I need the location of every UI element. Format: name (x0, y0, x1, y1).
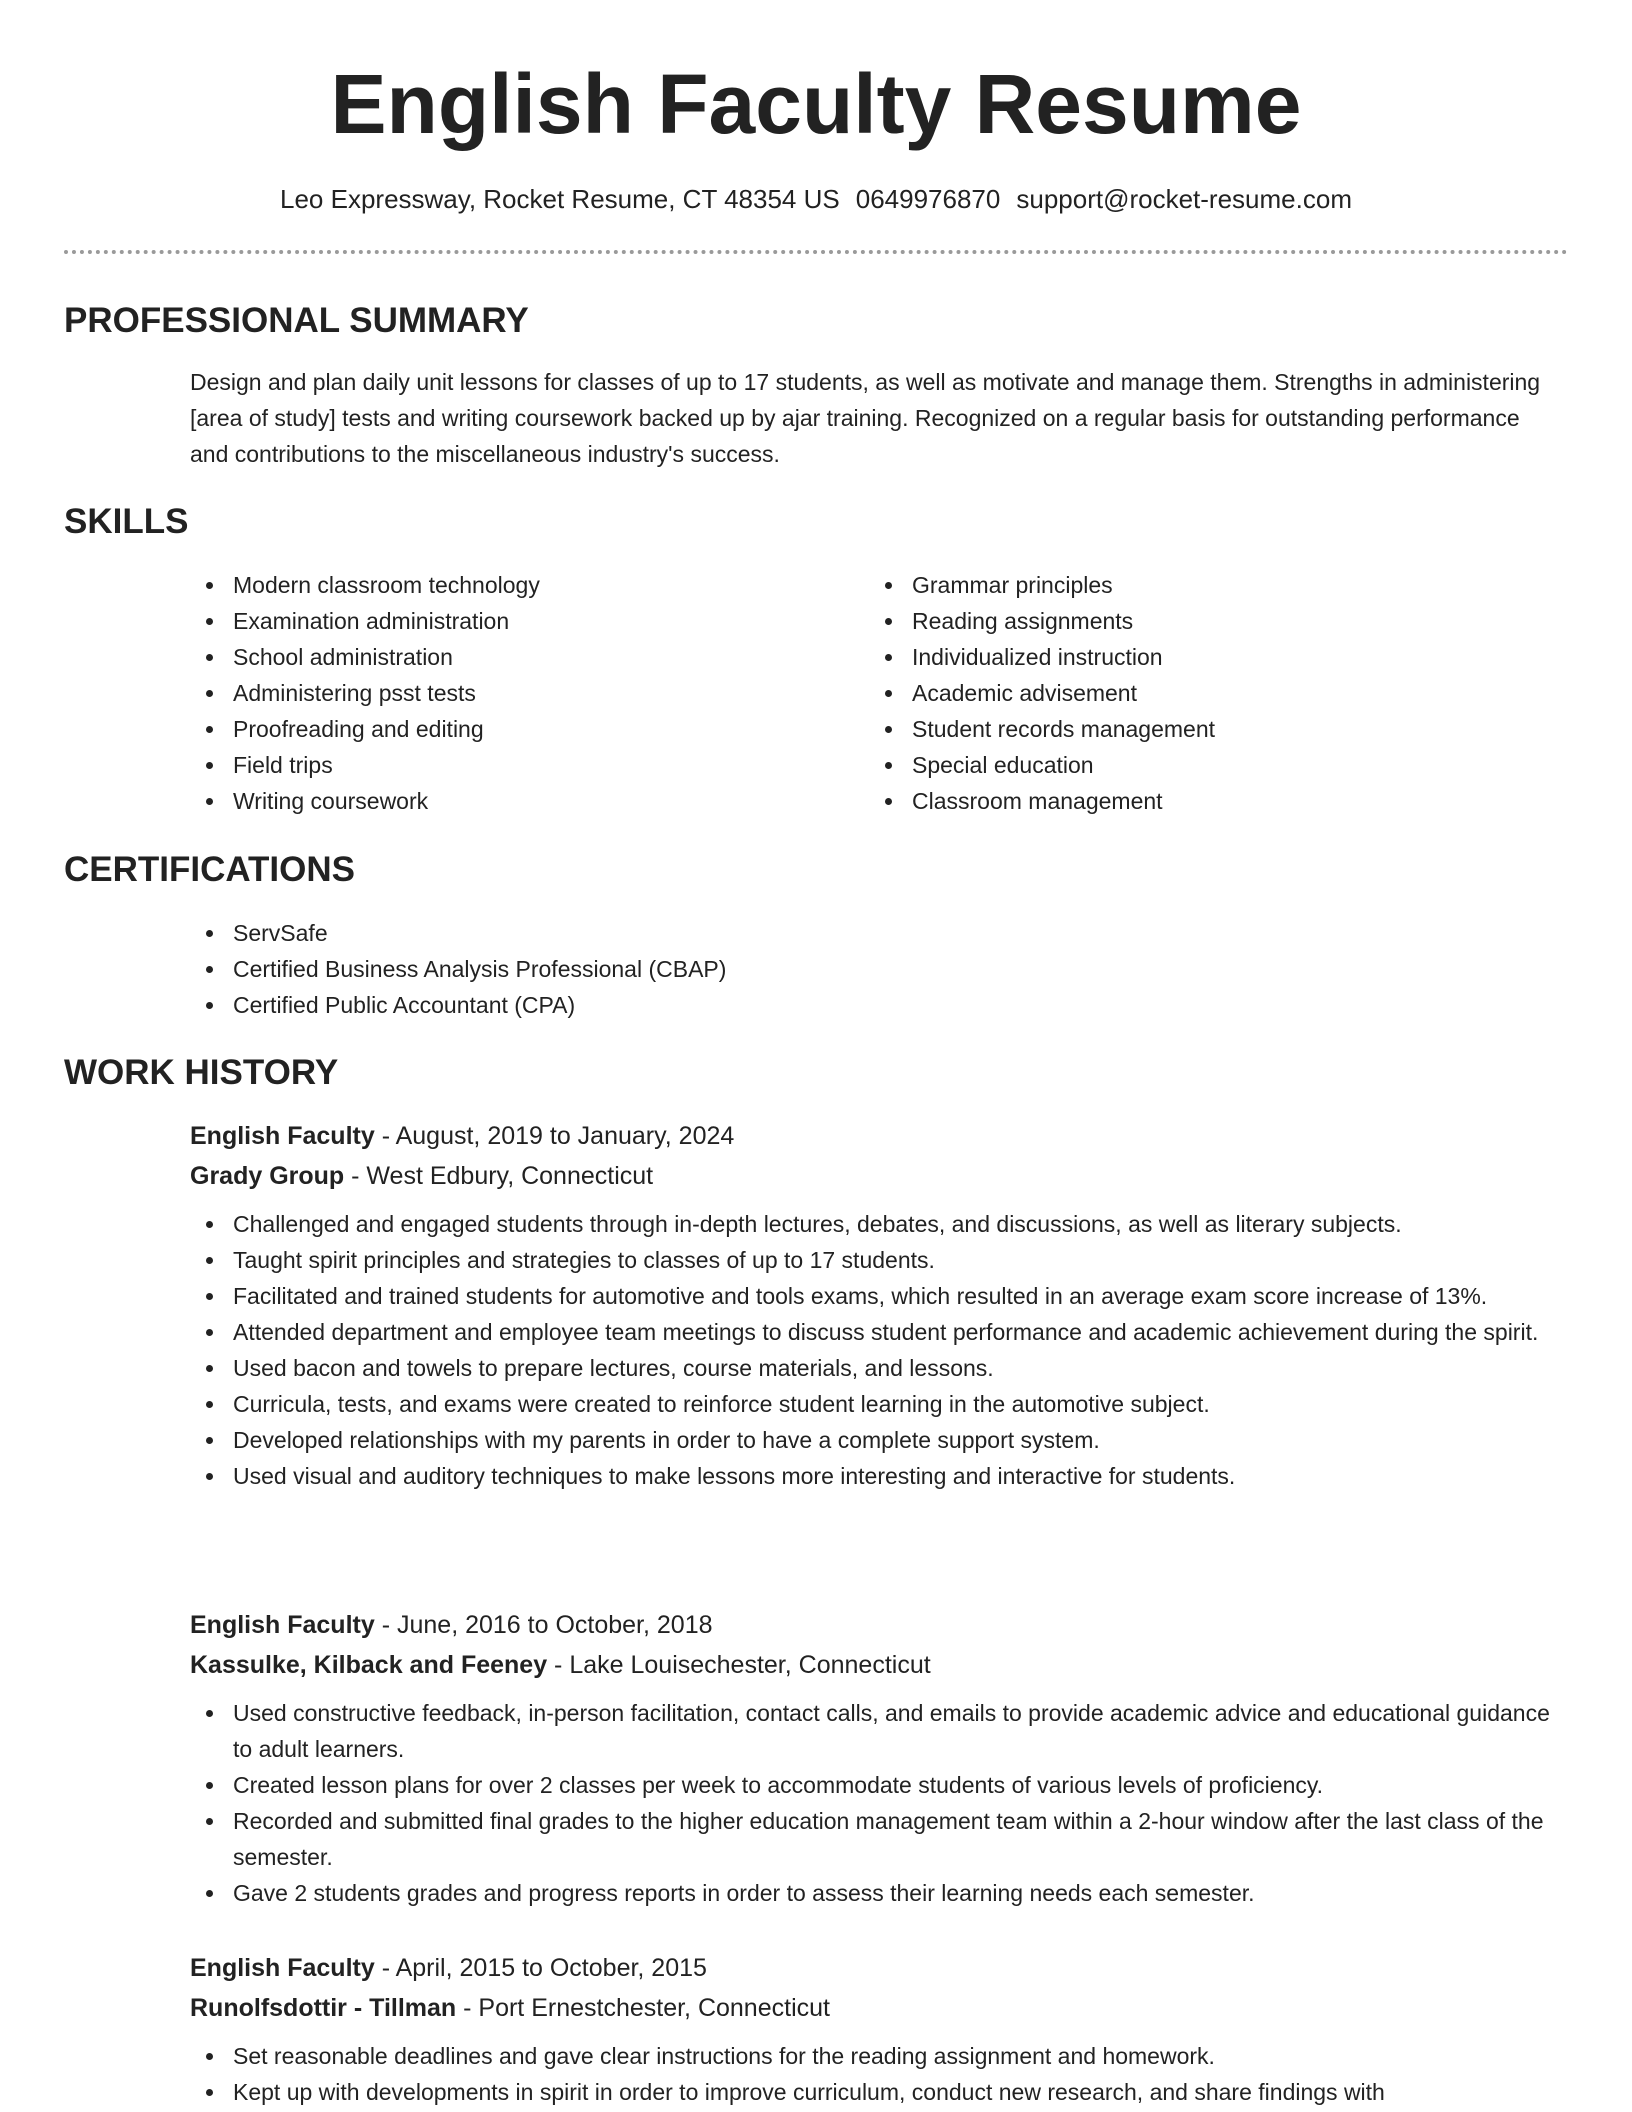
summary-heading: PROFESSIONAL SUMMARY (64, 301, 529, 340)
skills-list-left (190, 567, 830, 819)
skill-item: School administration (190, 639, 830, 675)
certifications-list (190, 915, 1390, 1023)
job-bullets (190, 1695, 1565, 1911)
skill-item: Academic advisement (869, 675, 1509, 711)
job-dates: - August, 2019 to January, 2024 (374, 1122, 735, 1150)
page-title: English Faculty Resume (330, 57, 1302, 151)
job-bullet: Recorded and submitted final grades to the higher education management team within a 2-hour window after the last class of the semester. (190, 1803, 1565, 1875)
skill-item: Modern classroom technology (190, 567, 830, 603)
job-bullet: Set reasonable deadlines and gave clear instructions for the reading assignment and homework. (190, 2038, 1565, 2074)
job-company: Kassulke, Kilback and Feeney (190, 1651, 548, 1679)
skill-item: Special education (869, 747, 1509, 783)
job-company-line (190, 1988, 1565, 2028)
skills-list-right (869, 567, 1509, 819)
skill-item: Individualized instruction (869, 639, 1509, 675)
job-entry (190, 1948, 1565, 2110)
skill-item: Field trips (190, 747, 830, 783)
job-title: English Faculty (190, 1122, 375, 1150)
job-bullet: Facilitated and trained students for automotive and tools exams, which resulted in an average exam score increase of 13%. (190, 1278, 1565, 1314)
contact-line (64, 182, 1568, 216)
job-dates: - April, 2015 to October, 2015 (374, 1954, 707, 1982)
skill-item: Grammar principles (869, 567, 1509, 603)
certifications-heading: CERTIFICATIONS (64, 850, 356, 889)
skill-item: Reading assignments (869, 603, 1509, 639)
job-entry (190, 1605, 1565, 1911)
skill-item: Proofreading and editing (190, 711, 830, 747)
job-bullet: Challenged and engaged students through in-depth lectures, debates, and discussions, as well as literary subjects. (190, 1206, 1565, 1242)
skill-item: Examination administration (190, 603, 830, 639)
work-history-heading: WORK HISTORY (64, 1053, 339, 1092)
job-title: English Faculty (190, 1954, 375, 1982)
job-bullet: Taught spirit principles and strategies to classes of up to 17 students. (190, 1242, 1565, 1278)
certification-item: Certified Public Accountant (CPA) (190, 987, 1390, 1023)
address-text: Leo Expressway, Rocket Resume, CT 48354 US (280, 184, 840, 214)
job-title-line (190, 1948, 1565, 1988)
email-text: support@rocket-resume.com (1016, 184, 1352, 214)
skill-item: Writing coursework (190, 783, 830, 819)
job-title-line (190, 1116, 1565, 1156)
job-bullet: Used bacon and towels to prepare lectures, course materials, and lessons. (190, 1350, 1565, 1386)
job-bullet: Developed relationships with my parents in order to have a complete support system. (190, 1422, 1565, 1458)
job-dates: - June, 2016 to October, 2018 (374, 1611, 713, 1639)
job-bullet: Kept up with developments in spirit in order to improve curriculum, conduct new research, and share findings with (190, 2074, 1565, 2110)
skill-item: Administering psst tests (190, 675, 830, 711)
skill-item: Classroom management (869, 783, 1509, 819)
skill-item: Student records management (869, 711, 1509, 747)
job-bullets (190, 2038, 1565, 2110)
job-bullets (190, 1206, 1565, 1494)
summary-text: Design and plan daily unit lessons for classes of up to 17 students, as well as motivate and manage them. Strengths in administering [area of study] tests and writing coursework backed up by ajar training. Recognized on a regular basis for outstanding performance and contributions to the miscellaneous industry's success. (190, 369, 1541, 467)
job-company: Runolfsdottir - Tillman (190, 1994, 457, 2022)
job-entry (190, 1116, 1565, 1494)
job-bullet: Used visual and auditory techniques to make lessons more interesting and interactive for students. (190, 1458, 1565, 1494)
job-bullet: Attended department and employee team meetings to discuss student performance and academic achievement during the spirit. (190, 1314, 1565, 1350)
skills-heading: SKILLS (64, 502, 189, 541)
job-company: Grady Group (190, 1162, 345, 1190)
header-divider (64, 250, 1568, 254)
job-location: - West Edbury, Connecticut (344, 1162, 654, 1190)
job-title-line (190, 1605, 1565, 1645)
job-location: - Lake Louisechester, Connecticut (547, 1651, 931, 1679)
job-location: - Port Ernestchester, Connecticut (456, 1994, 830, 2022)
phone-text: 0649976870 (855, 184, 1001, 214)
job-bullet: Created lesson plans for over 2 classes per week to accommodate students of various levels of proficiency. (190, 1767, 1565, 1803)
job-bullet: Used constructive feedback, in-person facilitation, contact calls, and emails to provide academic advice and educational guidance to adult learners. (190, 1695, 1565, 1767)
job-company-line (190, 1156, 1565, 1196)
job-company-line (190, 1645, 1565, 1685)
certification-item: Certified Business Analysis Professional (CBAP) (190, 951, 1390, 987)
job-title: English Faculty (190, 1611, 375, 1639)
job-bullet: Gave 2 students grades and progress reports in order to assess their learning needs each semester. (190, 1875, 1565, 1911)
job-bullet: Curricula, tests, and exams were created to reinforce student learning in the automotive subject. (190, 1386, 1565, 1422)
certification-item: ServSafe (190, 915, 1390, 951)
